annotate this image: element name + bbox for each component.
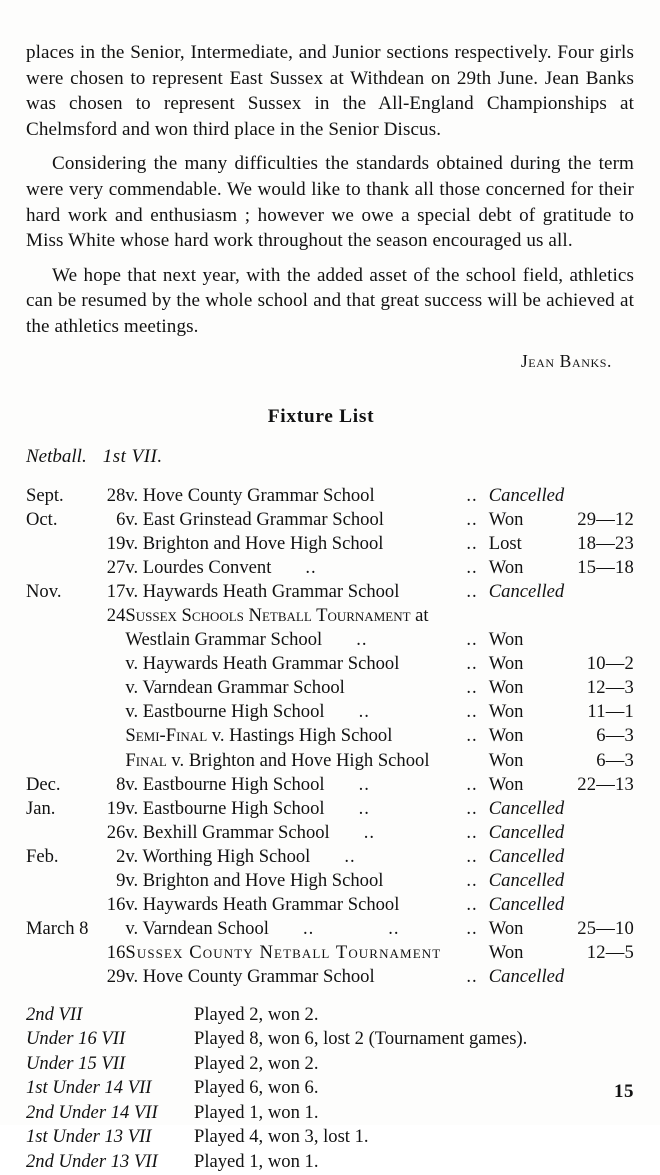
leader-dots: .. [466,894,478,916]
fixture-opponent-text: v. Varndean Grammar School [125,677,345,699]
fixture-status-cancelled: Cancelled [488,845,565,867]
fixture-row [26,845,634,869]
fixture-sport-heading [26,446,634,468]
fixture-score: 10—2 [586,653,634,675]
leader-dots: .. [466,725,478,747]
fixture-month [26,869,92,893]
fixture-result: Won [488,629,524,651]
leader-dots: .. [466,870,478,892]
leader-dots: .. [466,845,478,867]
author-signature: Jean Banks. [520,350,612,371]
fixture-day [92,628,126,652]
tournament-name: Sussex County Netball Tournament [125,942,442,964]
tournament-name: Final [125,749,167,771]
leader-dots: .. [466,532,478,554]
page-number: 15 [614,1081,634,1102]
summary-row [26,1027,527,1052]
leader-dots: .. [466,773,478,795]
fixture-day: 27 [106,556,126,578]
fixture-score [564,604,634,628]
fixture-opponent-text: v. Eastbourne High School [125,773,325,795]
fixture-opponent [125,821,455,845]
fixture-day: 9 [116,870,126,892]
leader-dots: .. [466,484,478,506]
fixture-month [26,965,92,989]
fixture-result: Won [488,942,524,964]
fixture-score: 12—5 [586,942,634,964]
fixture-month [26,941,92,965]
fixture-score: 25—10 [577,918,634,940]
fixture-score: 6—3 [596,749,634,771]
summary-team-label: 2nd Under 13 VII [26,1151,158,1173]
fixture-status-cancelled: Cancelled [488,894,565,916]
fixture-month [26,893,92,917]
fixture-row [26,508,634,532]
summary-record: Played 1, won 1. [194,1101,319,1123]
fixture-row [26,724,634,748]
summary-record: Played 8, won 6, lost 2 (Tournament games). [194,1028,528,1050]
fixture-score: 29—12 [577,508,634,530]
summary-record: Played 1, won 1. [194,1151,319,1173]
fixture-day: 19 [106,797,126,819]
fixture-result: Won [488,725,524,747]
fixture-row [26,773,634,797]
summary-row [26,1052,527,1077]
fixture-row [26,749,634,773]
fixture-score: 18—23 [577,532,634,554]
leader-dots: .. [388,918,400,940]
fixture-day [92,749,126,773]
fixture-date: March 8 [26,918,89,940]
fixture-day [92,652,126,676]
fixture-opponent-text: v. East Grinstead Grammar School [125,508,384,530]
summary-row [26,1101,527,1126]
fixture-result: Won [488,508,524,530]
leader-dots [455,941,489,965]
fixture-row [26,965,634,989]
fixture-opponent-text: v. Eastbourne High School [125,701,325,723]
leader-dots: .. [466,508,478,530]
fixture-month [26,556,92,580]
sport-name: Netball. [26,445,87,467]
fixture-opponent [125,941,455,965]
fixture-month: Nov. [26,580,62,602]
fixture-row [26,484,634,508]
page-content [26,40,634,1175]
fixture-result: Won [488,701,524,723]
fixture-result [489,604,564,628]
tournament-name: Semi-Final [125,725,208,747]
summary-record: Played 2, won 2. [194,1052,319,1074]
leader-dots: .. [305,556,317,578]
fixture-score: 15—18 [577,556,634,578]
fixture-month [26,652,92,676]
fixture-opponent [125,676,455,700]
fixture-opponent-text: v. Brighton and Hove High School [125,870,384,892]
fixture-row [26,700,634,724]
fixture-opponent [125,532,455,556]
summary-row [26,1076,527,1101]
fixture-day: 19 [106,532,126,554]
leader-dots: .. [466,677,478,699]
fixture-result: Won [488,556,524,578]
fixture-score [564,845,634,869]
leader-dots: .. [363,821,376,843]
leader-dots: .. [466,966,478,988]
fixture-score: 22—13 [577,773,634,795]
fixture-table [26,484,634,990]
fixture-opponent [125,917,455,941]
fixture-opponent [125,893,455,917]
fixture-opponent [125,604,455,628]
fixture-row [26,941,634,965]
leader-dots: .. [466,580,478,602]
fixture-row [26,917,634,941]
fixture-opponent [125,797,455,821]
summary-team-label: Under 15 VII [26,1052,126,1074]
fixture-opponent [125,556,455,580]
fixture-score [564,580,634,604]
paragraph-standards-thanks: Considering the many difficulties the standards obtained during the term were very commendable. We would like to thank all those concerned for their hard work and enthusiasm ; however we owe a special debt of gratitude to Miss White whose hard work throughout the season encouraged us all. [26,153,634,252]
summary-team-label: 2nd VII [26,1003,83,1025]
fixture-score [564,965,634,989]
fixture-month [26,532,92,556]
fixture-row [26,821,634,845]
fixture-opponent-text: v. Brighton and Hove High School [166,749,430,771]
fixture-score [564,893,634,917]
fixture-opponent-text: v. Eastbourne High School [125,797,325,819]
fixture-opponent-text: v. Haywards Heath Grammar School [125,894,400,916]
leader-dots: .. [302,918,315,940]
fixture-opponent [125,484,455,508]
fixture-row [26,652,634,676]
fixture-list-title: Fixture List [267,405,375,427]
fixture-opponent [125,869,455,893]
fixture-row [26,869,634,893]
fixture-day: 8 [116,773,126,795]
fixture-opponent [125,845,455,869]
fixture-opponent [125,749,455,773]
fixture-opponent-text: v. Hove County Grammar School [125,484,375,506]
leader-dots: .. [356,629,368,651]
summary-row [26,1125,527,1150]
fixture-opponent [125,965,455,989]
fixture-result: Won [488,677,524,699]
leader-dots: .. [358,797,370,819]
fixture-day: 16 [106,942,126,964]
fixture-month [26,724,92,748]
fixture-score [564,821,634,845]
fixture-opponent [125,508,455,532]
fixture-day: 28 [106,484,126,506]
fixture-opponent [125,773,455,797]
fixture-day [92,676,126,700]
fixture-opponent-text: v. Hastings High School [207,725,393,747]
fixture-opponent-text: v. Bexhill Grammar School [125,821,330,843]
fixture-opponent-text: v. Haywards Heath Grammar School [125,580,400,602]
summary-row [26,1150,527,1175]
fixture-month [26,628,92,652]
fixture-row [26,628,634,652]
fixture-status-cancelled: Cancelled [488,580,565,602]
fixture-day: 6 [116,508,126,530]
fixture-day: 24 [106,605,126,626]
fixture-opponent [125,652,455,676]
fixture-result: Won [488,918,524,940]
fixture-opponent-text: v. Varndean School [125,918,269,940]
fixture-score: 11—1 [587,701,634,723]
fixture-status-cancelled: Cancelled [488,870,565,892]
fixture-opponent-text: v. Brighton and Hove High School [125,532,384,554]
leader-dots: .. [466,629,478,651]
fixture-row [26,556,634,580]
fixture-day: 17 [106,580,126,602]
fixture-opponent-text: v. Hove County Grammar School [125,966,375,988]
paragraph-next-year-hope: We hope that next year, with the added asset of the school field, athletics can be resumed by the whole school and that great success will be achieved at the athletics meetings. [26,264,634,337]
fixture-row [26,580,634,604]
fixture-opponent-text: v. Lourdes Convent [125,556,272,578]
fixture-opponent [125,724,455,748]
leader-dots: .. [466,556,478,578]
fixture-score: 6—3 [596,725,634,747]
fixture-day: 16 [106,894,126,916]
leader-dots [455,604,489,628]
fixture-status-cancelled: Cancelled [488,821,565,843]
leader-dots: .. [466,701,478,723]
fixture-day: 29 [106,966,126,988]
fixture-score: 12—3 [586,677,634,699]
fixture-score [564,869,634,893]
fixture-month [26,604,92,628]
fixture-score [564,628,634,652]
fixture-opponent-text: v. Haywards Heath Grammar School [125,653,400,675]
fixture-score [564,484,634,508]
leader-dots: .. [466,653,478,675]
fixture-status-cancelled: Cancelled [488,966,565,988]
fixture-row [26,893,634,917]
leader-dots: .. [358,701,370,723]
fixture-month [26,700,92,724]
leader-dots: .. [466,918,478,940]
fixture-month [26,676,92,700]
leader-dots: .. [466,821,478,843]
fixture-result: Won [488,653,524,675]
leader-dots: .. [344,845,356,867]
fixture-day [92,700,126,724]
fixture-month [26,821,92,845]
summary-record: Played 4, won 3, lost 1. [194,1126,369,1148]
fixture-opponent [125,580,455,604]
summary-team-label: Under 16 VII [26,1028,126,1050]
fixture-row [26,532,634,556]
summary-team-label: 2nd Under 14 VII [26,1101,158,1123]
summary-team-label: 1st Under 13 VII [26,1126,152,1148]
leader-dots [455,749,489,773]
fixture-opponent-text: at [410,605,429,626]
fixture-result: Lost [488,532,522,554]
fixture-month: Jan. [26,797,56,819]
fixture-day [92,724,126,748]
summary-team-label: 1st Under 14 VII [26,1077,152,1099]
summary-row [26,1003,527,1028]
fixture-status-cancelled: Cancelled [488,484,565,506]
fixture-month: Oct. [26,508,58,530]
fixture-opponent [125,700,455,724]
fixture-day: 2 [116,845,126,867]
team-summary-table [26,1003,527,1175]
fixture-day: 26 [106,821,126,843]
summary-record: Played 2, won 2. [194,1003,319,1025]
fixture-result: Won [488,773,524,795]
fixture-month: Dec. [26,773,61,795]
tournament-name: Sussex Schools Netball Tournament [125,605,411,626]
fixture-month: Sept. [26,484,64,506]
fixture-month [26,749,92,773]
leader-dots: .. [466,797,478,819]
team-name: 1st VII. [102,445,163,467]
fixture-row [26,797,634,821]
fixture-score [564,797,634,821]
fixture-result: Won [488,749,524,771]
fixture-opponent [125,628,455,652]
leader-dots: .. [358,773,370,795]
summary-record: Played 6, won 6. [194,1077,319,1099]
fixture-row [26,604,634,628]
paragraph-athletics-representation: places in the Senior, Intermediate, and Junior sections respectively. Four girls were chosen to represent East Sussex at Withdean on 29th June. Jean Banks was chosen to represent Sussex in the All-England Championships at Chelmsford and won third place in the Senior Discus. [26,42,634,140]
fixture-status-cancelled: Cancelled [488,797,565,819]
fixture-opponent-text: Westlain Grammar School [125,629,323,651]
fixture-month: Feb. [26,845,59,867]
fixture-row [26,676,634,700]
fixture-opponent-text: v. Worthing High School [125,845,311,867]
